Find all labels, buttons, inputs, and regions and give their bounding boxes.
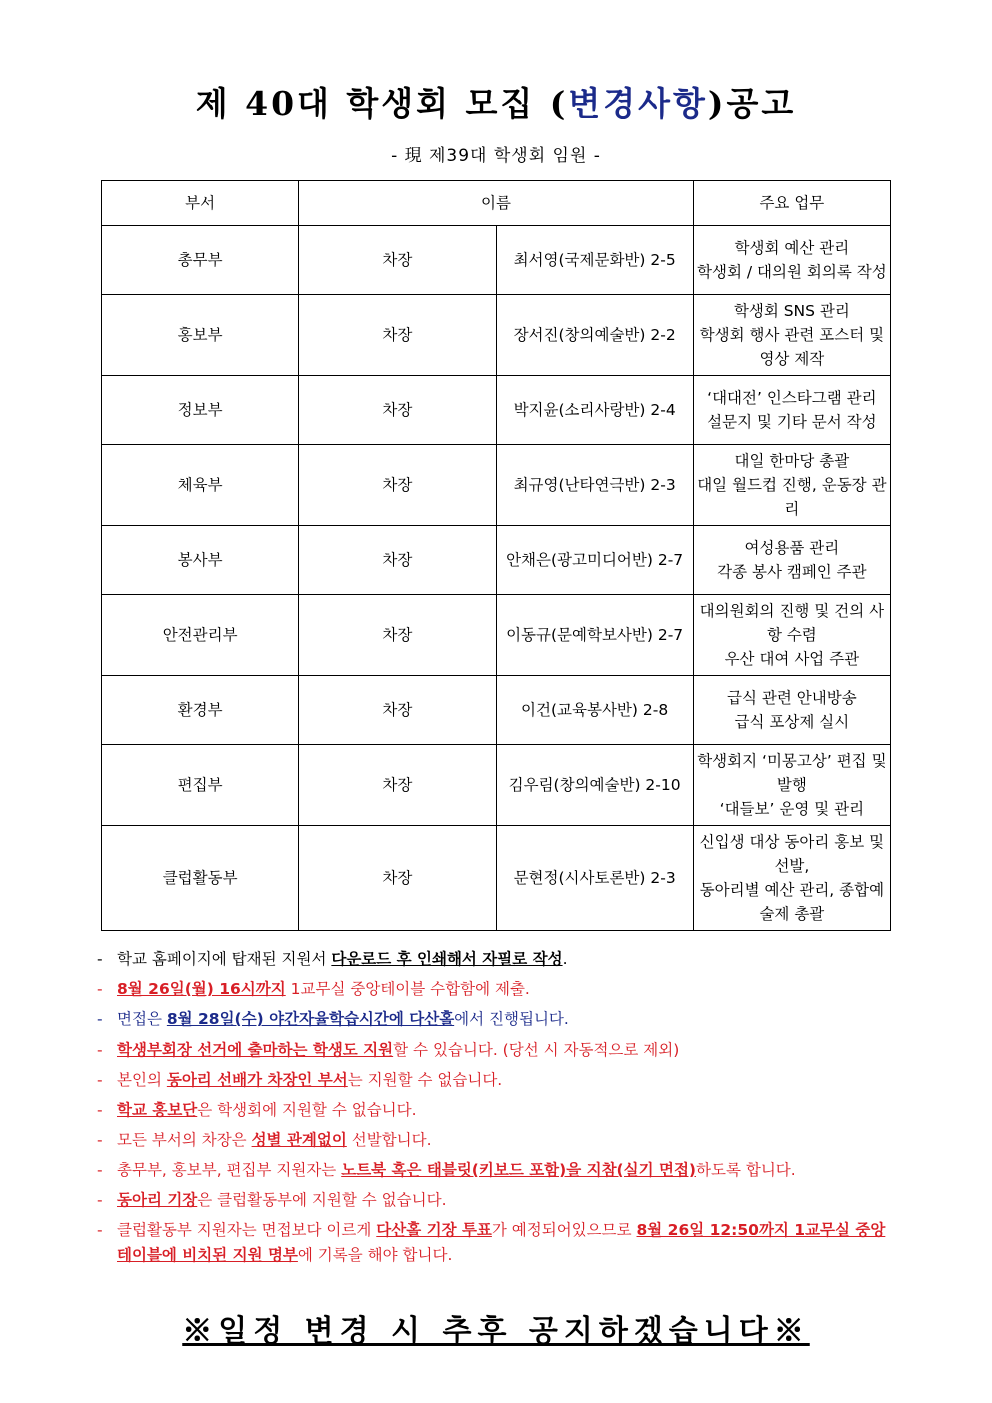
note-bullet-dash: - [97,950,103,969]
table-body [102,226,891,931]
note-bullet-dash: - [97,1100,103,1119]
staff-table [101,180,891,931]
note-segment: 성별 관계없이 [251,1130,347,1149]
column-header-duty: 주요 업무 [693,181,890,226]
note-segment: 는 지원할 수 없습니다. [347,1070,503,1089]
table-row [102,676,891,745]
note-item [95,1128,897,1153]
note-segment: 노트북 혹은 태블릿(키보드 포함)을 지참(실기 면접) [341,1161,696,1180]
cell-duty-line: 학생회 행사 관련 포스터 및 영상 제작 [699,326,885,369]
note-item [95,977,897,1002]
cell-duty [693,295,890,376]
cell-duty [693,826,890,931]
note-segment: 은 클럽활동부에 지원할 수 없습니다. [197,1191,447,1210]
note-item [95,1218,897,1268]
cell-dept: 봉사부 [102,526,299,595]
note-item [95,1188,897,1213]
note-item [95,1098,897,1123]
cell-rank: 차장 [299,295,496,376]
cell-duty-line: 각종 봉사 캠페인 주관 [717,563,867,582]
note-bullet-dash: - [97,980,103,999]
note-segment: 1교무실 중앙테이블 수합함에 제출. [285,980,530,999]
cell-duty-line: 동아리별 예산 관리, 종합예술제 총괄 [699,881,885,924]
cell-duty-line: 학생회 / 대의원 회의록 작성 [697,263,887,281]
note-item [95,1007,897,1032]
note-segment: 총무부, 홍보부, 편집부 지원자는 [117,1161,342,1180]
cell-duty-line: 급식 포상제 실시 [734,713,850,732]
note-segment: 8월 26일(월) 16시까지 [117,980,286,999]
cell-dept: 편집부 [102,745,299,826]
table-header-row [102,181,891,226]
cell-duty-line: 신입생 대상 동아리 홍보 및 선발, [699,833,885,876]
note-bullet-dash: - [97,1130,103,1149]
note-bullet-dash: - [97,1191,103,1210]
note-segment: . [562,950,568,969]
cell-name: 최서영(국제문화반) 2-5 [496,226,693,295]
cell-name: 이동규(문예학보사반) 2-7 [496,595,693,676]
note-item [95,947,897,972]
note-bullet-dash: - [97,1161,103,1180]
cell-rank: 차장 [299,595,496,676]
note-item [95,1158,897,1183]
cell-name: 김우림(창의예술반) 2-10 [496,745,693,826]
note-segment: 가 예정되어있으므로 [491,1221,637,1240]
note-segment: 동아리 선배가 차장인 부서 [166,1070,348,1089]
table-row [102,295,891,376]
note-segment: 학교 홍보단 [117,1100,198,1119]
cell-dept: 안전관리부 [102,595,299,676]
table-row [102,826,891,931]
cell-duty [693,595,890,676]
page-title-segment-2: )공고 [707,84,797,123]
note-segment: 면접은 [117,1010,167,1029]
cell-name: 최규영(난타연극반) 2-3 [496,445,693,526]
page-title-segment-0: 제 40대 학생회 모집 ( [195,84,569,123]
cell-duty [693,226,890,295]
note-segment: 다산홀 기장 투표 [376,1221,492,1240]
note-segment: 에서 진행됩니다. [454,1010,569,1029]
cell-dept: 홍보부 [102,295,299,376]
cell-duty [693,676,890,745]
cell-duty-line: 학생회 예산 관리 [734,238,850,257]
note-segment: 클럽활동부 지원자는 면접보다 이르게 [117,1221,377,1240]
table-row [102,445,891,526]
cell-duty-line: 학생회지 ‘미몽고상’ 편집 및 발행 [697,752,887,795]
cell-duty [693,745,890,826]
cell-duty [693,445,890,526]
note-segment: 다운로드 후 인쇄해서 자필로 작성 [331,950,563,969]
cell-rank: 차장 [299,376,496,445]
notes-list [95,947,897,1268]
cell-dept: 환경부 [102,676,299,745]
cell-duty-line: ‘대들보’ 운영 및 관리 [719,800,865,819]
cell-dept: 정보부 [102,376,299,445]
cell-dept: 체육부 [102,445,299,526]
cell-duty-line: 학생회 SNS 관리 [733,302,850,320]
note-segment: 8월 28일(수) 야간자율학습시간에 다산홀 [166,1010,455,1029]
note-item [95,1068,897,1093]
note-segment: 본인의 [117,1070,167,1089]
cell-name: 박지윤(소리사랑반) 2-4 [496,376,693,445]
cell-duty-line: ‘대대전’ 인스타그램 관리 [707,389,877,408]
cell-duty-line: 우산 대여 사업 주관 [724,650,860,669]
cell-name: 이건(교육봉사반) 2-8 [496,676,693,745]
note-segment: 8월 26일 12:50까지 1교무실 중앙테이블에 비치된 지원 명부 [117,1221,886,1265]
note-segment: 은 학생회에 지원할 수 없습니다. [197,1100,417,1119]
column-header-dept: 부서 [102,181,299,226]
table-row [102,226,891,295]
table-row [102,526,891,595]
note-bullet-dash: - [97,1010,103,1029]
cell-duty-line: 대의원회의 진행 및 건의 사항 수렴 [699,602,885,645]
table-row [102,745,891,826]
table-row [102,376,891,445]
note-segment: 모든 부서의 차장은 [117,1130,252,1149]
cell-rank: 차장 [299,745,496,826]
cell-duty-line: 여성용품 관리 [744,539,840,558]
page-subtitle: - 現 제39대 학생회 임원 - [391,146,601,166]
cell-rank: 차장 [299,226,496,295]
note-segment: 학교 홈페이지에 탑재된 지원서 [117,950,332,969]
note-bullet-dash: - [97,1040,103,1059]
cell-duty-line: 급식 관련 안내방송 [727,689,857,708]
note-segment: 학생부회장 선거에 출마하는 학생도 지원 [117,1040,394,1059]
footer-notice: ※일정 변경 시 추후 공지하겠습니다※ [182,1314,810,1350]
cell-duty-line: 설문지 및 기타 문서 작성 [707,413,877,432]
cell-name: 문현정(시사토론반) 2-3 [496,826,693,931]
table-row [102,595,891,676]
column-header-name: 이름 [299,181,694,226]
cell-duty [693,376,890,445]
cell-rank: 차장 [299,526,496,595]
page-title [95,78,897,125]
cell-rank: 차장 [299,676,496,745]
cell-rank: 차장 [299,445,496,526]
cell-duty-line: 대일 한마당 총괄 [734,452,850,471]
cell-dept: 총무부 [102,226,299,295]
note-segment: 동아리 기장 [117,1191,198,1210]
cell-duty [693,526,890,595]
cell-dept: 클럽활동부 [102,826,299,931]
cell-duty-line: 대일 월드컵 진행, 운동장 관리 [697,476,887,519]
note-segment: 하도록 합니다. [696,1161,796,1180]
note-item [95,1038,897,1063]
note-bullet-dash: - [97,1070,103,1089]
cell-rank: 차장 [299,826,496,931]
table-header [102,181,891,226]
note-bullet-dash: - [97,1221,103,1240]
note-segment: 에 기록을 해야 합니다. [297,1246,453,1265]
cell-name: 장서진(창의예술반) 2-2 [496,295,693,376]
cell-name: 안채은(광고미디어반) 2-7 [496,526,693,595]
page-title-segment-1: 변경사항 [568,84,708,123]
note-segment: 선발합니다. [346,1130,432,1149]
note-segment: 할 수 있습니다. (당선 시 자동적으로 제외) [393,1040,680,1059]
